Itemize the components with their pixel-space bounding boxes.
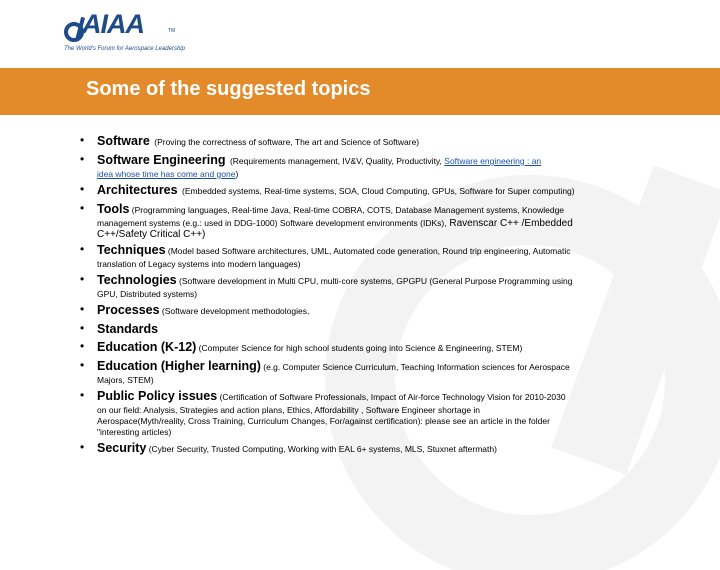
topic-list xyxy=(80,133,680,459)
topic-item: • Standards xyxy=(80,321,159,336)
topic-item: • Techniques (Model based Software architectures, UML, Automated code generation, Round trip engineering, Automatic translation of Legacy systems into modern languages) xyxy=(80,242,571,269)
bullet-icon: • xyxy=(80,388,85,402)
bullet-icon: • xyxy=(80,358,85,372)
page-title: Some of the suggested topics xyxy=(86,78,371,100)
bullet-icon: • xyxy=(80,201,85,215)
topic-item: • Technologies (Software development in Multi CPU, multi-core systems, GPGPU (General Purpose Programming using GPU, Distributed systems) xyxy=(80,272,573,299)
bullet-icon: • xyxy=(80,321,85,335)
topic-item: • Public Policy issues (Certification of Software Professionals, Impact of Air-force Technology Vision for 2010-2030 on our field: Analysis, Strategies and action plans, Ethics, Affordability , Software Engineer shortage in Aerospace(Myth/reality, Cross Training, Curriculum Changes, For/against certification): please see an article in the folder "interesting articles) xyxy=(80,388,566,437)
title-banner xyxy=(0,68,720,115)
topic-item: • Tools (Programming languages, Real-time Java, Real-time COBRA, COTS, Database Management systems, Knowledge management systems (e.g.: used in DDG-1000) Software development environments (IDKs), Ravenscar C++ /Embedded C++/Safety Critical C++) xyxy=(80,201,573,240)
topic-item: • Processes (Software development methodologies, xyxy=(80,302,310,317)
topic-item: • Architectures (Embedded systems, Real-time systems, SOA, Cloud Computing, GPUs, Software for Super computing) xyxy=(80,182,575,197)
logo-wordmark: AIAA xyxy=(82,9,144,39)
bullet-icon: • xyxy=(80,152,85,166)
bullet-icon: • xyxy=(80,242,85,256)
bullet-icon: • xyxy=(80,272,85,286)
bullet-icon: • xyxy=(80,133,85,147)
bullet-icon: • xyxy=(80,302,85,316)
logo-trademark: TM xyxy=(168,28,176,34)
topic-item: • Education (K-12) (Computer Science for high school students going into Science & Engineering, STEM) xyxy=(80,339,523,354)
article-link[interactable]: Software engineering : an xyxy=(444,156,542,166)
topic-item: • Security (Cyber Security, Trusted Computing, Working with EAL 6+ systems, MLS, Stuxnet aftermath) xyxy=(80,440,497,455)
bullet-icon: • xyxy=(80,339,85,353)
bullet-icon: • xyxy=(80,440,85,454)
bullet-icon: • xyxy=(80,182,85,196)
topic-item: • Software Engineering (Requirements management, IV&V, Quality, Productivity, Software engineering : an idea whose time has come and gone) xyxy=(80,152,542,179)
topic-item: • Software (Proving the correctness of software, The art and Science of Software) xyxy=(80,133,420,148)
topic-item: • Education (Higher learning) (e.g. Computer Science Curriculum, Teaching Information sciences for Aerospace Majors, STEM) xyxy=(80,358,570,385)
article-link-continued[interactable]: idea whose time has come and gone xyxy=(97,169,236,179)
logo-tagline: The World's Forum for Aerospace Leadership xyxy=(64,46,185,52)
